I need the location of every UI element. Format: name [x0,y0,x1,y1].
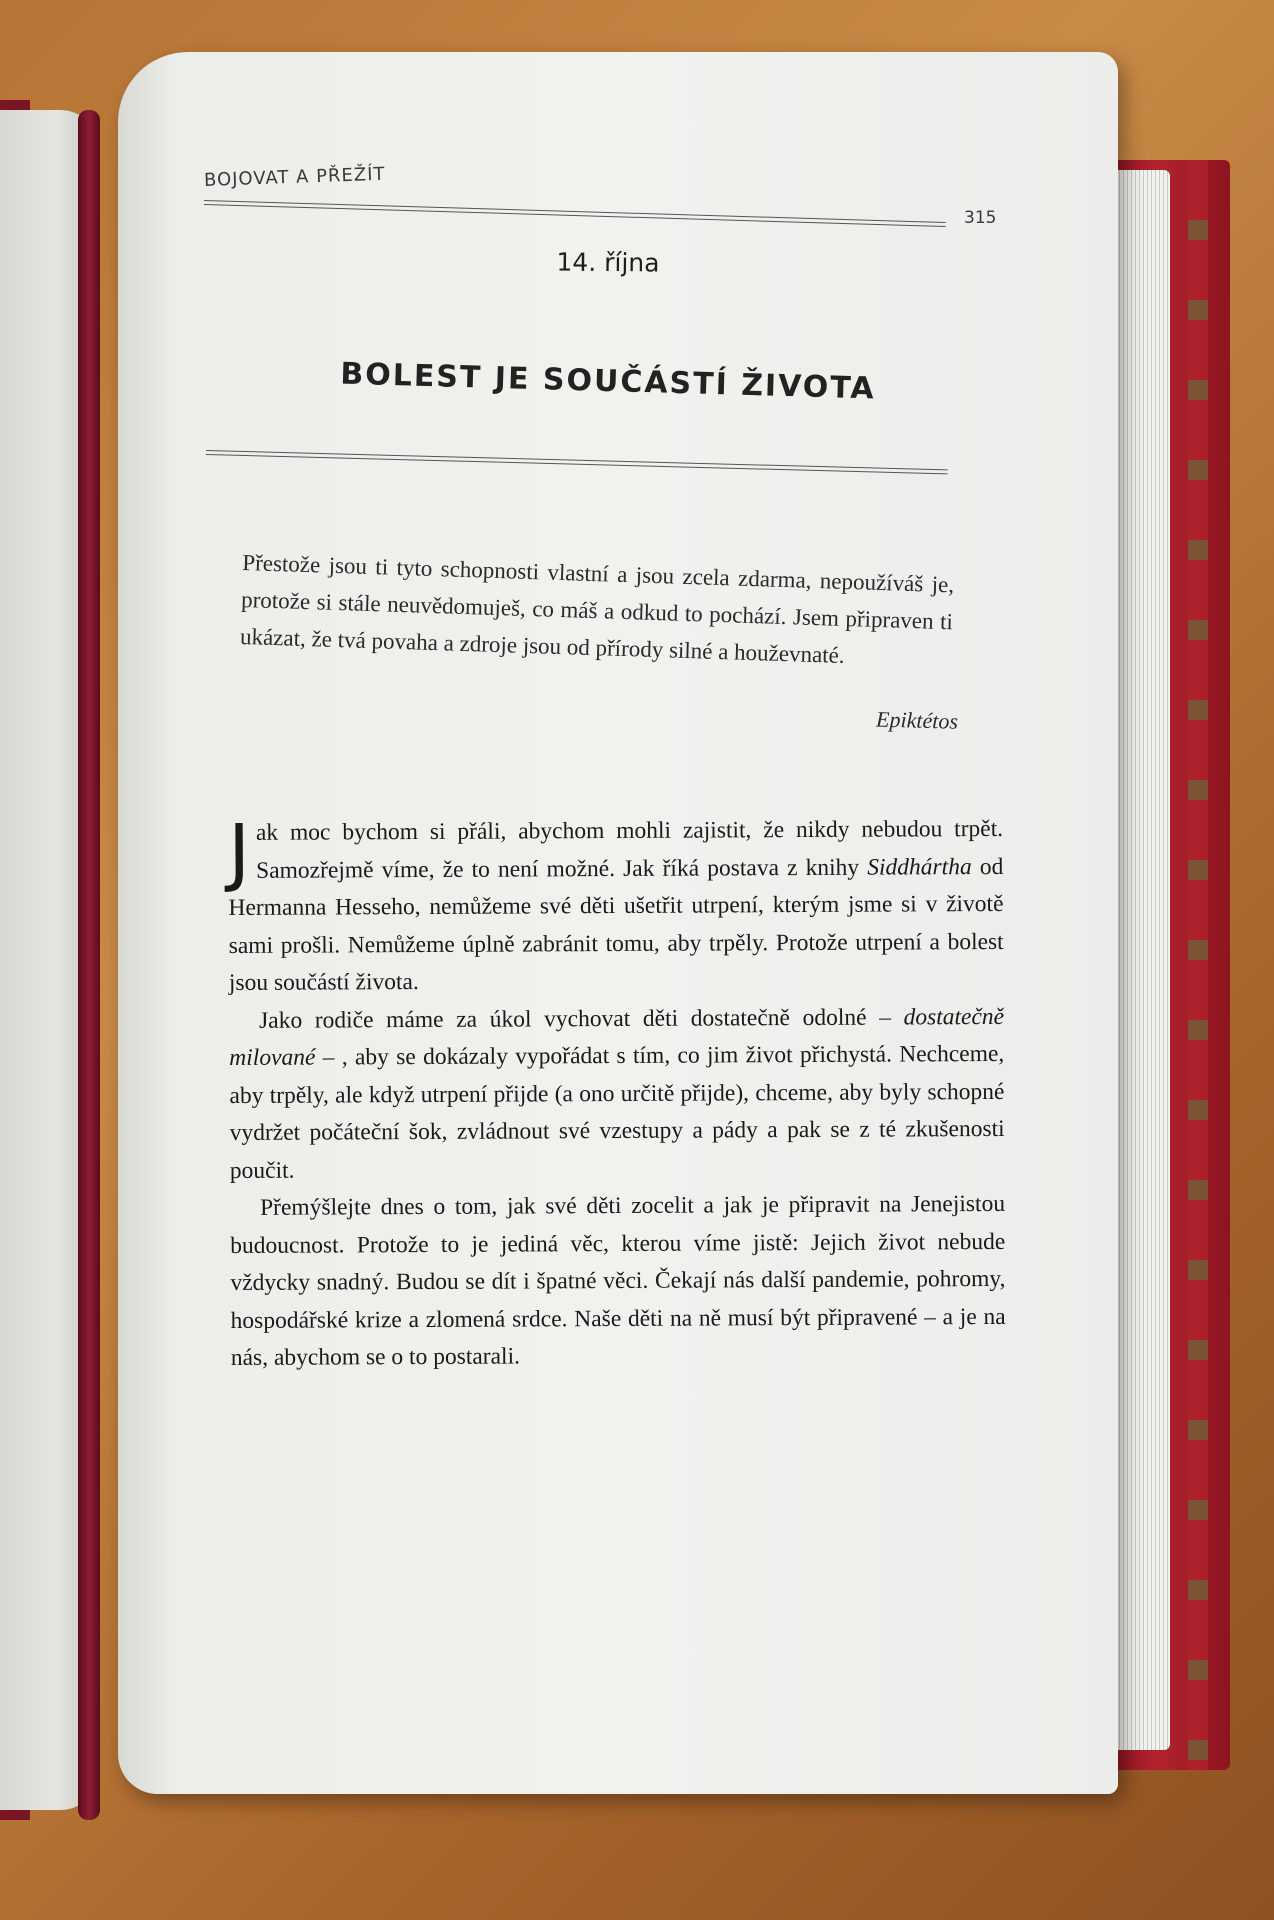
bookmark-ribbon [78,110,100,1820]
book-title-siddhartha: Siddhártha [867,853,972,881]
page-number: 315 [964,208,997,228]
book-page [118,52,1118,1794]
emphasis-text: dostatečně milované [229,1003,1005,1071]
epigraph-text: Přestože jsou ti tyto schopnosti vlastní a jsou zcela zdarma, nepoužíváš je, protože si stále neuvědomuješ, co máš a odkud to pochází. Jsem připraven ti ukázat, že tvá povaha a zdroje jsou od přírody silné a houževnaté. [239,549,955,668]
dropcap: J [227,808,251,895]
epigraph-author: Epiktétos [875,706,959,734]
running-head: BOJOVAT A PŘEŽÍT [203,163,386,191]
paragraph-3: Přemýšlejte dnes o tom, jak své děti zocelit a jak je připravit na Jenejistou budoucnost. Protože to je jediná věc, kterou víme jistě: Jejich život nebude vždycky snadný. Budou se dít i špatné věci. Čekají nás další pandemie, pohromy, hospodářské krize a zlomená srdce. Naše děti na ně musí být připravené – a je na nás, abychom se o to postarali. [230,1190,1006,1371]
body-text [227,808,1006,1378]
header-rule [204,200,946,227]
chapter-title: BOLEST JE SOUČÁSTÍ ŽIVOTA [339,356,877,407]
paragraph-2: Jako rodiče máme za úkol vychovat děti dostatečně odolné – dostatečně milované – , aby se dokázaly vypořádat s tím, co jim život přichystá. Nechceme, aby trpěly, ale když utrpení přijde (a ono určitě přijde), chceme, aby byly schopné vydržet počáteční šok, zvládnout své vzestupy a pády a pak se z té zkušenosti poučit. [229,1003,1005,1184]
paragraph-1: Jak moc bychom si přáli, abychom mohli zajistit, že nikdy nebudou trpět. Samozřejmě víme, že to není možné. Jak říká postava z knihy Siddhártha od Hermanna Hesseho, nemůžeme své děti ušetřit utrpení, kterým jsme si v životě sami prošli. Nemůžeme úplně zabránit tomu, aby trpěly. Protože utrpení a bolest jsou součástí života. [227,808,1004,996]
entry-date: 14. října [556,247,660,278]
title-rule [206,450,948,474]
